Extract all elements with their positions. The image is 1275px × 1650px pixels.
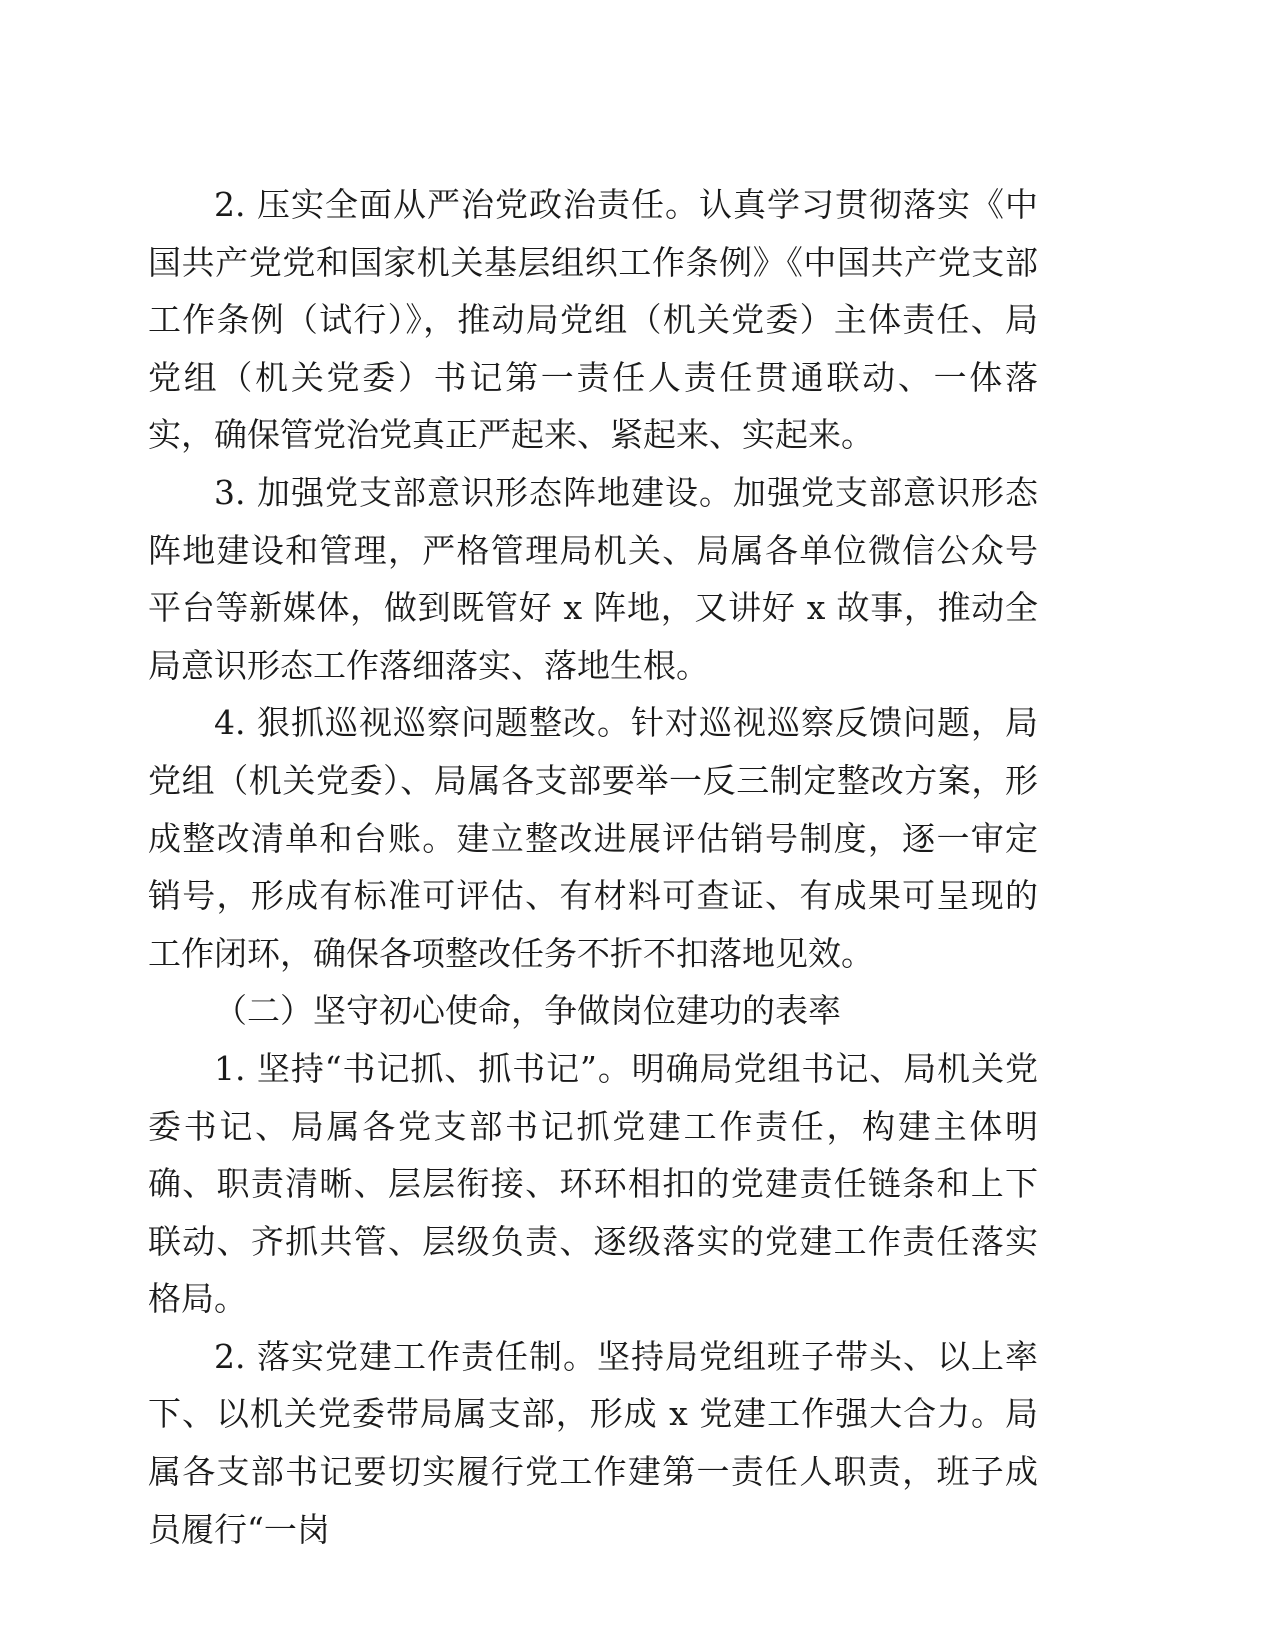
paragraph-2-party-building-responsibility: 2. 落实党建工作责任制。坚持局党组班子带头、以上率下、以机关党委带局属支部，形成 x 党建工作强大合力。局属各支部书记要切实履行党工作建第一责任人职责，班子成员履行“一岗	[148, 1336, 1038, 1549]
section-heading-2: （二）坚守初心使命，争做岗位建功的表率	[214, 991, 841, 1031]
paragraph-2-political-responsibility: 2. 压实全面从严治党政治责任。认真学习贯彻落实《中国共产党党和国家机关基层组织工作条例》《中国共产党支部工作条例（试行）》，推动局党组（机关党委）主体责任、局党组（机关党委）书记第一责任人责任贯通联动、一体落实，确保管党治党真正严起来、紧起来、实起来。	[148, 185, 1038, 455]
paragraph-4-inspection-rectification: 4. 狠抓巡视巡察问题整改。针对巡视巡察反馈问题，局党组（机关党委）、局属各支部要举一反三制定整改方案，形成整改清单和台账。建立整改进展评估销号制度，逐一审定销号，形成有标准可评估、有材料可查证、有成果可呈现的工作闭环，确保各项整改任务不折不扣落地见效。	[148, 703, 1038, 973]
document-page	[148, 176, 1038, 1558]
paragraph-1-secretary-responsibility: 1. 坚持“书记抓、抓书记”。明确局党组书记、局机关党委书记、局属各党支部书记抓党建工作责任，构建主体明确、职责清晰、层层衔接、环环相扣的党建责任链条和上下联动、齐抓共管、层级负责、逐级落实的党建工作责任落实格局。	[148, 1048, 1038, 1319]
paragraph-3-ideology-position: 3. 加强党支部意识形态阵地建设。加强党支部意识形态阵地建设和管理，严格管理局机关、局属各单位微信公众号平台等新媒体，做到既管好 x 阵地，又讲好 x 故事，推动全局意识形态工作落细落实、落地生根。	[148, 472, 1038, 685]
